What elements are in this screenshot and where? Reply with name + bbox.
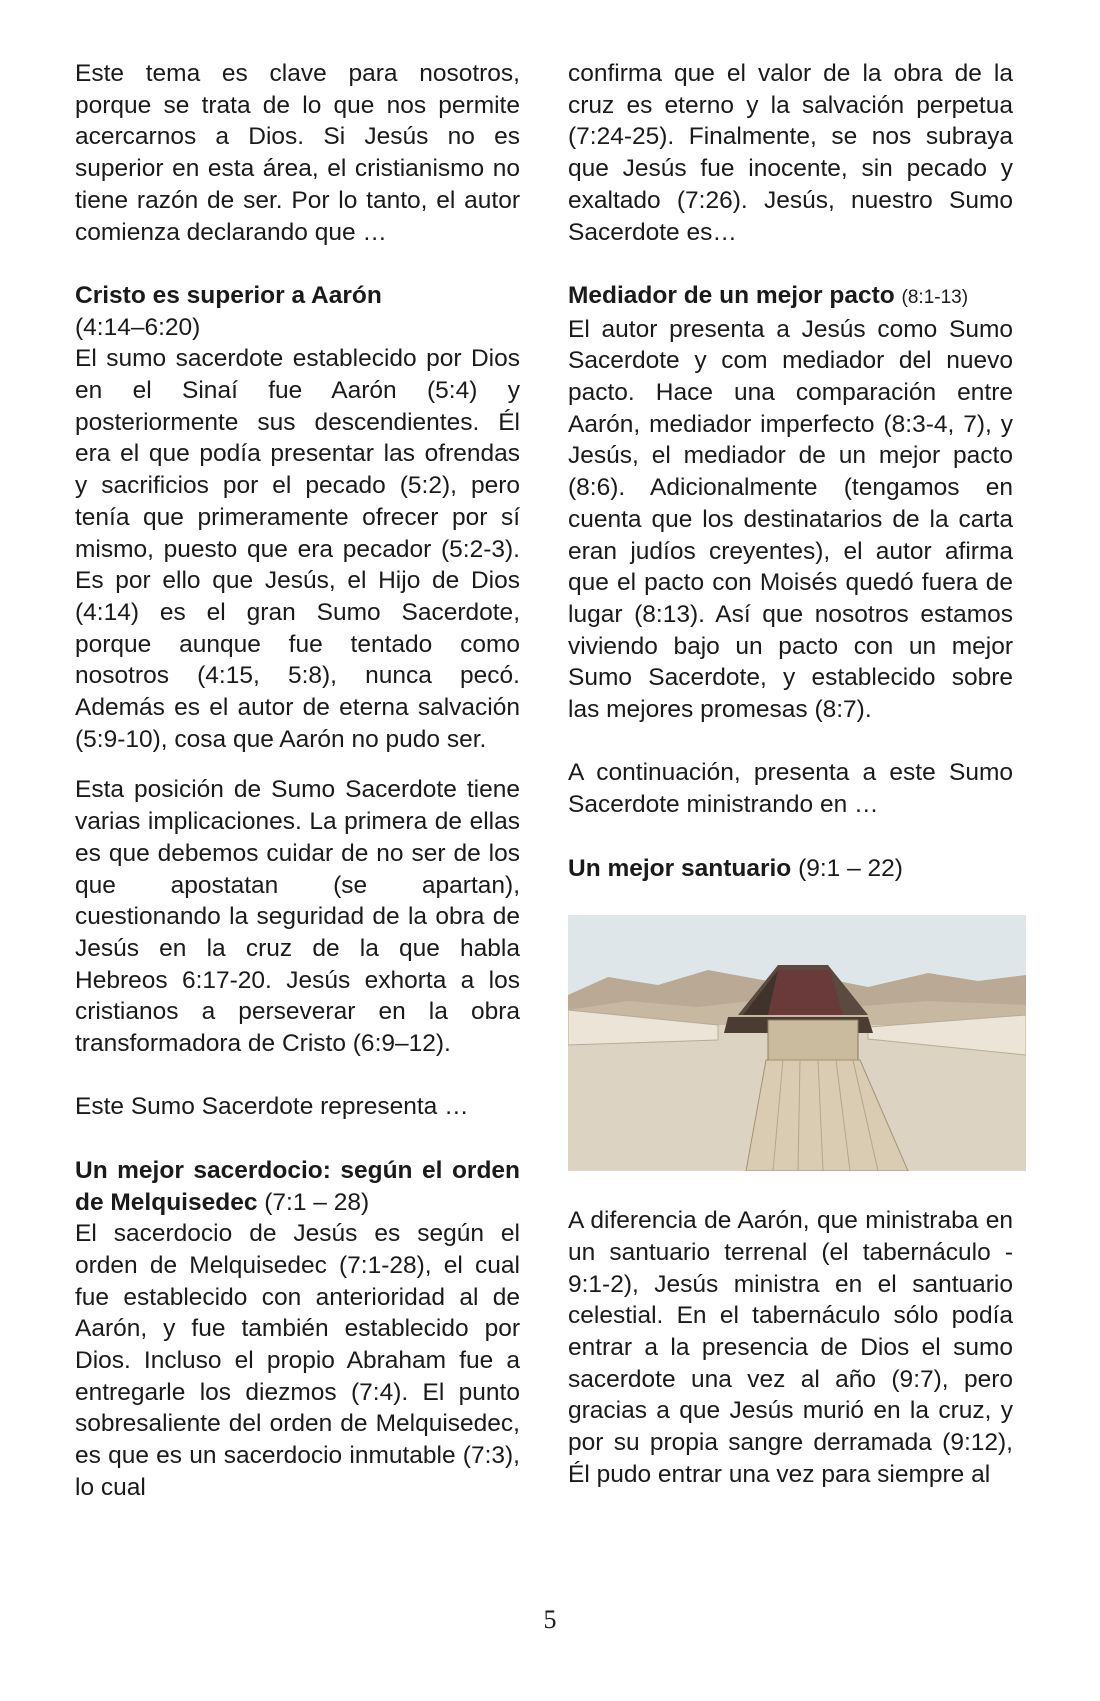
heading-melquisedec — [75, 1155, 520, 1218]
heading-title: Un mejor sacerdocio: según el orden de Melquisedec — [75, 1156, 520, 1216]
heading-reference: (7:1 – 28) — [264, 1188, 370, 1216]
body-paragraph: confirma que el valor de la obra de la cruz es eterno y la salvación perpetua (7:24-25). Finalmente, se nos subraya que Jesús fue inocente, sin pecado y exaltado (7:26). Jesús, nuestro Sumo Sacerdote es… — [568, 60, 1013, 246]
heading-reference: (9:1 – 22) — [798, 854, 903, 882]
intro-paragraph: Este tema es clave para nosotros, porque se trata de lo que nos permite acercarnos a Dios. Si Jesús no es superior en esta área, el cristianismo no tiene razón de ser. Por lo tanto, el autor comienza declarando que … — [75, 60, 520, 246]
body-paragraph: El sacerdocio de Jesús es según el orden de Melquisedec (7:1-28), el cual fue establecido con anterioridad al de Aarón, y fue también establecido por Dios. Incluso el propio Abraham fue a entregarle los diezmos (7:4). El punto sobresaliente del orden de Melquisedec, es que es un sacerdocio inmutable (7:3), lo cual — [75, 1220, 520, 1501]
page-number: 5 — [543, 1605, 557, 1634]
body-paragraph: El autor presenta a Jesús como Sumo Sacerdote y com mediador del nuevo pacto. Hace una comparación entre Aarón, mediador imperfecto (8:3-4, 7), y Jesús, el mediador de un mejor pacto (8:6). Adicionalmente (tengamos en cuenta que los destinatarios de la carta eran judíos creyentes), el autor afirma que el pacto con Moisés quedó fuera de lugar (8:13). Así que nosotros estamos viviendo bajo un pacto con un mejor Sumo Sacerdote, y establecido sobre las mejores promesas (8:7). — [568, 315, 1013, 724]
left-column — [75, 58, 520, 1504]
body-paragraph: El sumo sacerdote establecido por Dios en el Sinaí fue Aarón (5:4) y posteriormente sus descendientes. Él era el que podía presentar las ofrendas y sacrificios por el pecado (5:2), pero tenía que primeramente ofrecer por sí mismo, puesto que era pecador (5:2-3). Es por ello que Jesús, el Hijo de Dios (4:14) es el gran Sumo Sacerdote, porque aunque fue tentado como nosotros (4:15, 5:8), nunca pecó. Además es el autor de eterna salvación (5:9-10), cosa que Aarón no pudo ser. — [75, 345, 520, 753]
body-paragraph: Esta posición de Sumo Sacerdote tiene varias implicaciones. La primera de ellas es que debemos cuidar de no ser de los que apostatan (se apartan), cuestionando la seguridad de la obra de Jesús en la cruz de la que habla Hebreos 6:17-20. Jesús exhorta a los cristianos a perseverar en la obra transformadora de Cristo (6:9–12). — [75, 776, 520, 1058]
heading-title: Mediador de un mejor pacto — [568, 281, 895, 309]
heading-reference: (8:1-13) — [901, 286, 969, 308]
heading-mediador — [568, 280, 1013, 314]
tabernacle-photo — [568, 915, 1026, 1171]
body-paragraph: Este Sumo Sacerdote representa … — [75, 1093, 469, 1121]
body-paragraph: A diferencia de Aarón, que ministraba en un santuario terrenal (el tabernáculo - 9:1-2), Jesús ministra en el santuario celestial. En el tabernáculo sólo podía entrar a la presencia de Dios el sumo sacerdote una vez al año (9:7), pero gracias a que Jesús murió en la cruz, y por su propia sangre derramada (9:12), Él pudo entrar una vez para siempre al — [568, 1207, 1013, 1488]
heading-reference: (4:14–6:20) — [75, 313, 201, 341]
body-paragraph: A continuación, presenta a este Sumo Sacerdote ministrando en … — [568, 759, 1013, 819]
heading-title: Cristo es superior a Aarón — [75, 281, 382, 309]
heading-superior-aaron — [75, 280, 520, 312]
right-column — [568, 58, 1013, 1491]
heading-santuario — [568, 853, 1013, 885]
heading-title: Un mejor santuario — [568, 854, 792, 882]
tabernacle-illustration — [568, 915, 1026, 1171]
